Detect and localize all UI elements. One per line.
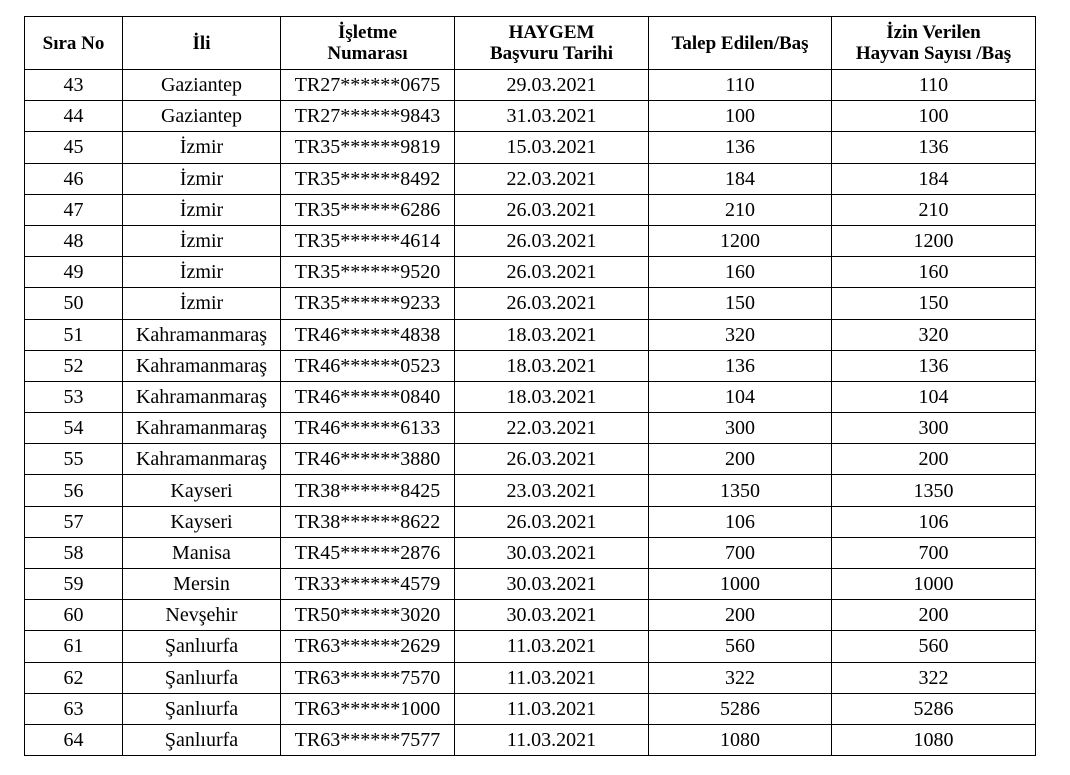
cell-izin-verilen: 150 [832,288,1036,319]
cell-izin-verilen: 700 [832,537,1036,568]
cell-basvuru-tarihi: 18.03.2021 [455,350,649,381]
cell-ili: Şanlıurfa [123,693,281,724]
cell-isletme-no: TR46******6133 [281,413,455,444]
table-row [25,350,1036,381]
cell-talep-edilen: 184 [649,163,832,194]
cell-ili: Kahramanmaraş [123,381,281,412]
cell-ili: Kahramanmaraş [123,350,281,381]
cell-sira-no: 58 [25,537,123,568]
header-cell-basvuru-tarihi [455,17,649,70]
table-row [25,724,1036,755]
cell-sira-no: 47 [25,194,123,225]
cell-talep-edilen: 5286 [649,693,832,724]
cell-basvuru-tarihi: 29.03.2021 [455,70,649,101]
cell-ili: Kahramanmaraş [123,444,281,475]
header-line: Talep Edilen/Baş [671,32,809,54]
cell-basvuru-tarihi: 22.03.2021 [455,163,649,194]
table-row [25,381,1036,412]
cell-izin-verilen: 104 [832,381,1036,412]
cell-sira-no: 44 [25,101,123,132]
cell-izin-verilen: 200 [832,600,1036,631]
cell-talep-edilen: 136 [649,350,832,381]
cell-isletme-no: TR27******9843 [281,101,455,132]
cell-talep-edilen: 110 [649,70,832,101]
cell-izin-verilen: 210 [832,194,1036,225]
cell-talep-edilen: 106 [649,506,832,537]
table-row [25,693,1036,724]
cell-isletme-no: TR63******7577 [281,724,455,755]
cell-isletme-no: TR63******7570 [281,662,455,693]
table-row [25,569,1036,600]
cell-talep-edilen: 560 [649,631,832,662]
cell-sira-no: 53 [25,381,123,412]
cell-izin-verilen: 1350 [832,475,1036,506]
cell-isletme-no: TR33******4579 [281,569,455,600]
cell-talep-edilen: 100 [649,101,832,132]
cell-izin-verilen: 200 [832,444,1036,475]
cell-ili: İzmir [123,257,281,288]
cell-isletme-no: TR50******3020 [281,600,455,631]
cell-izin-verilen: 106 [832,506,1036,537]
cell-izin-verilen: 110 [832,70,1036,101]
cell-basvuru-tarihi: 26.03.2021 [455,444,649,475]
header-line: İli [192,32,211,54]
cell-talep-edilen: 210 [649,194,832,225]
cell-isletme-no: TR27******0675 [281,70,455,101]
cell-sira-no: 61 [25,631,123,662]
table-row [25,101,1036,132]
cell-ili: Kahramanmaraş [123,319,281,350]
cell-talep-edilen: 320 [649,319,832,350]
cell-basvuru-tarihi: 11.03.2021 [455,693,649,724]
cell-sira-no: 56 [25,475,123,506]
header-cell-izin-verilen [832,17,1036,70]
header-line: Başvuru Tarihi [489,43,614,64]
cell-ili: Kayseri [123,475,281,506]
data-table [24,16,1036,756]
cell-izin-verilen: 184 [832,163,1036,194]
header-cell-ili [123,17,281,70]
cell-sira-no: 52 [25,350,123,381]
table-row [25,319,1036,350]
cell-isletme-no: TR35******6286 [281,194,455,225]
cell-basvuru-tarihi: 26.03.2021 [455,225,649,256]
cell-sira-no: 57 [25,506,123,537]
cell-isletme-no: TR46******4838 [281,319,455,350]
cell-isletme-no: TR38******8425 [281,475,455,506]
cell-basvuru-tarihi: 31.03.2021 [455,101,649,132]
cell-basvuru-tarihi: 23.03.2021 [455,475,649,506]
cell-sira-no: 62 [25,662,123,693]
table-row [25,70,1036,101]
cell-sira-no: 59 [25,569,123,600]
cell-basvuru-tarihi: 26.03.2021 [455,288,649,319]
cell-izin-verilen: 160 [832,257,1036,288]
cell-talep-edilen: 1080 [649,724,832,755]
cell-sira-no: 63 [25,693,123,724]
cell-isletme-no: TR46******0840 [281,381,455,412]
cell-isletme-no: TR35******9520 [281,257,455,288]
cell-sira-no: 50 [25,288,123,319]
cell-isletme-no: TR35******8492 [281,163,455,194]
table-header [25,17,1036,70]
cell-izin-verilen: 560 [832,631,1036,662]
cell-sira-no: 64 [25,724,123,755]
cell-basvuru-tarihi: 11.03.2021 [455,724,649,755]
table-row [25,163,1036,194]
cell-ili: Manisa [123,537,281,568]
cell-izin-verilen: 1000 [832,569,1036,600]
cell-talep-edilen: 136 [649,132,832,163]
table-row [25,225,1036,256]
table-row [25,288,1036,319]
table-row [25,132,1036,163]
cell-talep-edilen: 1000 [649,569,832,600]
table-row [25,413,1036,444]
cell-basvuru-tarihi: 30.03.2021 [455,569,649,600]
cell-ili: İzmir [123,163,281,194]
cell-basvuru-tarihi: 22.03.2021 [455,413,649,444]
table-row [25,257,1036,288]
table-row [25,631,1036,662]
table-row [25,475,1036,506]
cell-izin-verilen: 1080 [832,724,1036,755]
table-row [25,506,1036,537]
cell-sira-no: 54 [25,413,123,444]
header-line: İşletme [337,22,398,43]
cell-isletme-no: TR35******9233 [281,288,455,319]
cell-ili: Kayseri [123,506,281,537]
header-line: Hayvan Sayısı /Baş [855,43,1012,64]
cell-ili: Nevşehir [123,600,281,631]
cell-isletme-no: TR35******9819 [281,132,455,163]
cell-izin-verilen: 322 [832,662,1036,693]
table-body [25,70,1036,756]
table-row [25,537,1036,568]
cell-ili: Gaziantep [123,101,281,132]
cell-basvuru-tarihi: 30.03.2021 [455,600,649,631]
cell-talep-edilen: 1350 [649,475,832,506]
cell-basvuru-tarihi: 18.03.2021 [455,319,649,350]
cell-isletme-no: TR45******2876 [281,537,455,568]
table-row [25,444,1036,475]
cell-talep-edilen: 200 [649,444,832,475]
cell-izin-verilen: 136 [832,350,1036,381]
header-line: Numarası [327,43,408,64]
cell-isletme-no: TR38******8622 [281,506,455,537]
cell-basvuru-tarihi: 15.03.2021 [455,132,649,163]
header-line: Sıra No [42,32,105,54]
cell-talep-edilen: 200 [649,600,832,631]
cell-basvuru-tarihi: 11.03.2021 [455,662,649,693]
cell-ili: İzmir [123,194,281,225]
cell-ili: İzmir [123,225,281,256]
cell-ili: Şanlıurfa [123,662,281,693]
header-line: HAYGEM [508,22,595,43]
cell-ili: Şanlıurfa [123,631,281,662]
cell-sira-no: 60 [25,600,123,631]
cell-izin-verilen: 300 [832,413,1036,444]
cell-talep-edilen: 150 [649,288,832,319]
cell-ili: İzmir [123,288,281,319]
cell-ili: İzmir [123,132,281,163]
table-row [25,662,1036,693]
header-line: İzin Verilen [886,22,981,43]
cell-ili: Şanlıurfa [123,724,281,755]
table-row [25,194,1036,225]
cell-basvuru-tarihi: 30.03.2021 [455,537,649,568]
header-cell-talep-edilen [649,17,832,70]
cell-talep-edilen: 700 [649,537,832,568]
header-row [25,17,1036,70]
cell-isletme-no: TR46******3880 [281,444,455,475]
cell-isletme-no: TR63******2629 [281,631,455,662]
cell-basvuru-tarihi: 18.03.2021 [455,381,649,412]
cell-sira-no: 45 [25,132,123,163]
cell-basvuru-tarihi: 11.03.2021 [455,631,649,662]
header-cell-isletme-numarasi [281,17,455,70]
cell-isletme-no: TR46******0523 [281,350,455,381]
cell-ili: Gaziantep [123,70,281,101]
header-cell-sira-no [25,17,123,70]
cell-basvuru-tarihi: 26.03.2021 [455,194,649,225]
cell-ili: Mersin [123,569,281,600]
cell-izin-verilen: 100 [832,101,1036,132]
cell-basvuru-tarihi: 26.03.2021 [455,506,649,537]
cell-sira-no: 51 [25,319,123,350]
cell-talep-edilen: 1200 [649,225,832,256]
cell-sira-no: 49 [25,257,123,288]
cell-isletme-no: TR35******4614 [281,225,455,256]
cell-izin-verilen: 1200 [832,225,1036,256]
cell-sira-no: 48 [25,225,123,256]
cell-izin-verilen: 5286 [832,693,1036,724]
cell-talep-edilen: 322 [649,662,832,693]
cell-isletme-no: TR63******1000 [281,693,455,724]
cell-sira-no: 46 [25,163,123,194]
cell-talep-edilen: 160 [649,257,832,288]
cell-talep-edilen: 300 [649,413,832,444]
cell-izin-verilen: 136 [832,132,1036,163]
cell-talep-edilen: 104 [649,381,832,412]
cell-basvuru-tarihi: 26.03.2021 [455,257,649,288]
cell-ili: Kahramanmaraş [123,413,281,444]
cell-sira-no: 43 [25,70,123,101]
table-row [25,600,1036,631]
cell-sira-no: 55 [25,444,123,475]
cell-izin-verilen: 320 [832,319,1036,350]
